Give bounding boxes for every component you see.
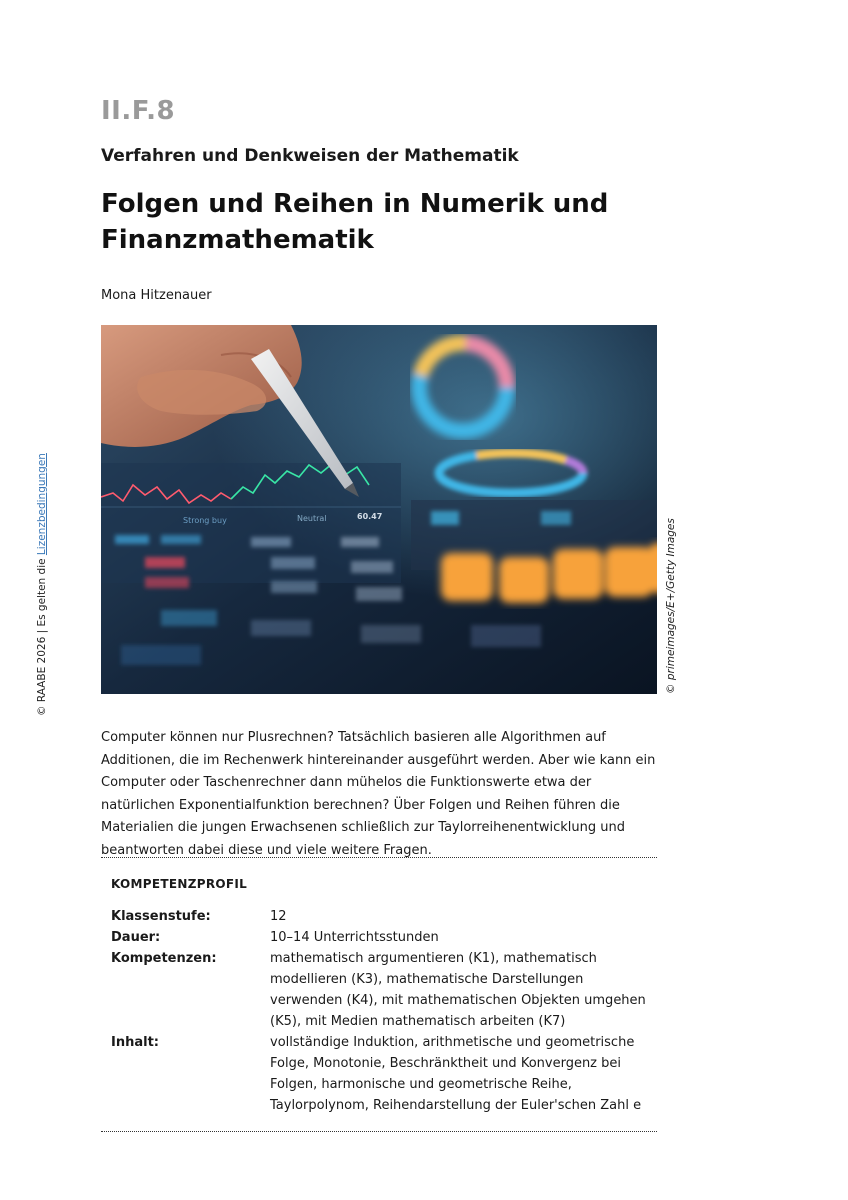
series-title: Verfahren und Denkweisen der Mathematik <box>101 146 519 166</box>
page-code: II.F.8 <box>101 96 176 126</box>
image-credit: © primeimages/E+/Getty Images <box>665 518 677 694</box>
profile-heading: KOMPETENZPROFIL <box>111 877 248 891</box>
profile-label: Dauer: <box>111 930 161 945</box>
photo-label-value: 60.47 <box>357 512 383 521</box>
title-line-1: Folgen und Reihen in Numerik und <box>101 189 609 219</box>
cover-photo <box>101 325 657 694</box>
finance-dashboard-photo <box>101 325 657 694</box>
profile-label: Klassenstufe: <box>111 909 211 924</box>
profile-value: 10–14 Unterrichtsstunden <box>270 930 439 945</box>
competence-profile <box>111 906 651 1116</box>
intro-paragraph: Computer können nur Plusrechnen? Tatsächlich basieren alle Algorithmen auf Additionen, die im Rechenwerk hintereinander ausgeführt werden. Aber wie kann ein Computer oder Taschenrechner dann mühelos die Funktionswerte etwa der natürlichen Exponentialfunktion berechnen? Über Folgen und Reihen führen die Materialien die jungen Erwachsenen schließlich zur Taylorreihenentwicklung und beantworten dabei diese und viele weitere Fragen. <box>101 730 656 858</box>
license-note-prefix: © RAABE 2026 | Es gelten die <box>36 555 48 716</box>
profile-row-content <box>111 1032 651 1116</box>
profile-value: vollständige Induktion, arithmetische und geometrische Folge, Monotonie, Beschränktheit und Konvergenz bei Folgen, harmonische und geometrische Reihe, Taylorpolynom, Reihendarstellung der Euler'schen Zahl e <box>270 1035 642 1113</box>
photo-label-strong-buy: Strong buy <box>183 516 227 525</box>
profile-row-competences <box>111 948 651 1032</box>
profile-row-duration <box>111 927 651 948</box>
license-note <box>36 453 48 716</box>
profile-label: Kompetenzen: <box>111 951 217 966</box>
profile-row-grade <box>111 906 651 927</box>
license-link[interactable]: Lizenzbedingungen <box>36 453 48 556</box>
profile-value: 12 <box>270 909 287 924</box>
photo-label-neutral: Neutral <box>297 514 327 523</box>
author: Mona Hitzenauer <box>101 288 212 303</box>
divider-bottom <box>101 1131 657 1132</box>
title-line-2: Finanzmathematik <box>101 225 374 255</box>
divider-top <box>101 857 657 858</box>
profile-value: mathematisch argumentieren (K1), mathematisch modellieren (K3), mathematische Darstellungen verwenden (K4), mit mathematischen Objekten umgehen (K5), mit Medien mathematisch arbeiten (K7) <box>270 951 646 1029</box>
profile-label: Inhalt: <box>111 1035 159 1050</box>
page-title <box>101 186 661 258</box>
